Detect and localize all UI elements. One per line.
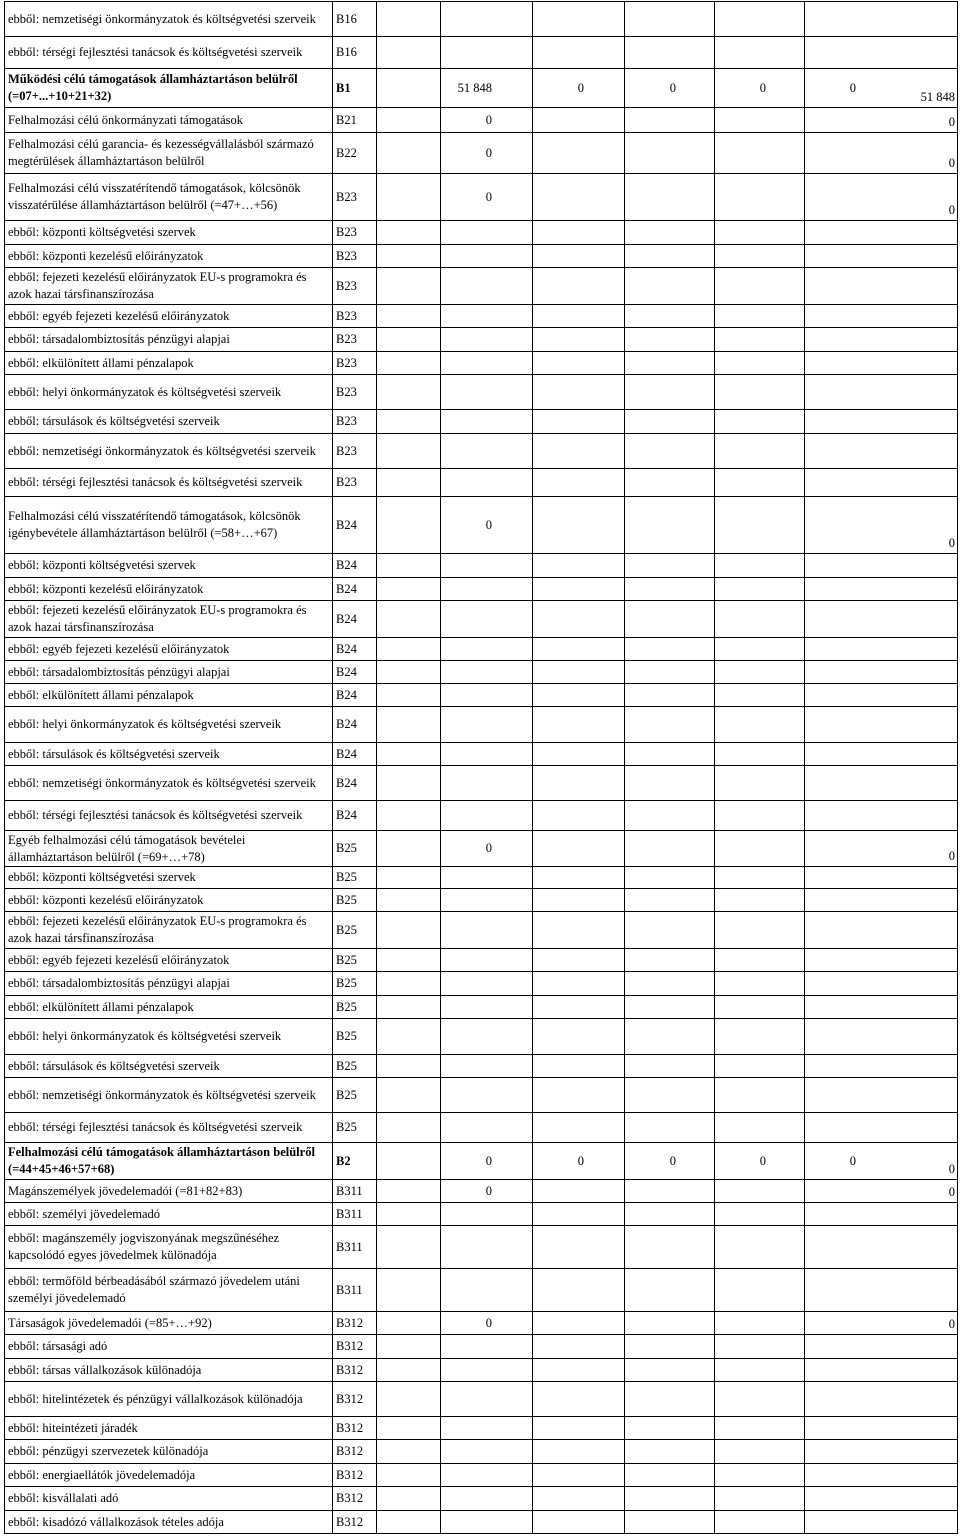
row-label: ebből: elkülönített állami pénzalapok <box>8 355 194 370</box>
table-row <box>4 1359 958 1382</box>
row-code: B25 <box>336 1120 357 1134</box>
table-row <box>4 831 958 867</box>
table-row <box>4 949 958 972</box>
table-row <box>4 375 958 410</box>
value-cell: 0 <box>759 1153 766 1168</box>
table-row <box>4 766 958 801</box>
row-label: Magánszemélyek jövedelemadói (=81+82+83) <box>8 1183 243 1198</box>
table-row <box>4 638 958 661</box>
table-row <box>4 174 958 221</box>
row-label: ebből: helyi önkormányzatok és költségvetési szerveik <box>8 1029 282 1043</box>
table-row <box>4 1464 958 1487</box>
row-code: B22 <box>336 145 357 160</box>
value-cell: 0 <box>485 1183 492 1198</box>
row-label: ebből: helyi önkormányzatok és költségvetési szerveik <box>8 717 282 731</box>
table-row <box>4 268 958 305</box>
row-label: Működési célú támogatások államháztartáson belülről (=07+...+10+21+32) <box>8 72 298 103</box>
table-row <box>4 410 958 434</box>
row-label: ebből: térségi fejlesztési tanácsok és költségvetési szerveik <box>8 1120 303 1134</box>
table-row <box>4 1417 958 1440</box>
table-row <box>4 1269 958 1312</box>
row-code: B23 <box>336 414 357 428</box>
value-cell: 0 <box>485 189 492 204</box>
total-cell: 0 <box>948 536 955 550</box>
table-row <box>4 305 958 328</box>
row-code: B25 <box>336 1087 357 1102</box>
row-label: ebből: személyi jövedelemadó <box>8 1206 161 1221</box>
table-row <box>4 469 958 497</box>
row-code: B25 <box>336 1029 357 1043</box>
table-row <box>4 69 958 108</box>
row-label: ebből: társadalombiztosítás pénzügyi alapjai <box>8 332 230 346</box>
row-label: ebből: központi költségvetési szervek <box>8 870 196 884</box>
row-label: ebből: nemzetiségi önkormányzatok és költségvetési szerveik <box>8 775 316 790</box>
row-label: ebből: társas vállalkozások különadója <box>8 1362 202 1377</box>
row-code: B16 <box>336 11 357 26</box>
table-row <box>4 1 958 37</box>
total-cell: 0 <box>948 115 955 129</box>
row-code: B23 <box>336 248 357 263</box>
row-label: Felhalmozási célú visszatérítendő támogatások, kölcsönök visszatérülése államháztartáson belülről (=47+…+56) <box>8 181 301 212</box>
row-code: B23 <box>336 384 357 399</box>
table-row <box>4 497 958 554</box>
total-cell: 0 <box>948 849 955 863</box>
row-code: B24 <box>336 717 357 731</box>
row-label: ebből: nemzetiségi önkormányzatok és költségvetési szerveik <box>8 443 316 458</box>
row-label: Egyéb felhalmozási célú támogatások bevételei államháztartáson belülről (=69+…+78) <box>8 832 246 864</box>
row-label: ebből: központi kezelésű előirányzatok <box>8 892 204 907</box>
row-label: ebből: társulások és költségvetési szerveik <box>8 746 220 761</box>
row-label: ebből: központi kezelésű előirányzatok <box>8 248 204 263</box>
table-row <box>4 684 958 707</box>
row-label: ebből: hitelintézetek és pénzügyi vállalkozások különadója <box>8 1391 303 1406</box>
row-label: ebből: elkülönített állami pénzalapok <box>8 687 194 702</box>
value-cell: 0 <box>759 80 766 95</box>
row-code: B312 <box>336 1514 364 1529</box>
row-code: B16 <box>336 45 357 59</box>
table-row <box>4 1055 958 1078</box>
row-label: ebből: társadalombiztosítás pénzügyi alapjai <box>8 976 230 990</box>
row-code: B23 <box>336 225 357 239</box>
table-row <box>4 996 958 1019</box>
table-row <box>4 867 958 889</box>
row-label: Társaságok jövedelemadói (=85+…+92) <box>8 1315 212 1330</box>
row-code: B311 <box>336 1239 363 1254</box>
total-cell: 0 <box>948 156 955 170</box>
row-code: B312 <box>336 1391 364 1406</box>
table-row <box>4 1511 958 1534</box>
table-row <box>4 912 958 949</box>
table-row <box>4 1180 958 1203</box>
value-cell: 0 <box>577 80 584 95</box>
row-code: B25 <box>336 922 357 937</box>
row-label: ebből: központi kezelésű előirányzatok <box>8 581 204 596</box>
row-code: B23 <box>336 355 357 370</box>
row-label: ebből: társadalombiztosítás pénzügyi alapjai <box>8 664 230 679</box>
table-row <box>4 108 958 133</box>
value-cell: 0 <box>669 80 676 95</box>
row-label: Felhalmozási célú önkormányzati támogatások <box>8 112 243 127</box>
row-code: B312 <box>336 1491 364 1505</box>
table-row <box>4 601 958 638</box>
table-row <box>4 1113 958 1143</box>
table-row <box>4 1203 958 1226</box>
table-row <box>4 1335 958 1359</box>
total-cell: 0 <box>948 1185 955 1199</box>
value-cell: 51 848 <box>457 80 492 95</box>
row-code: B25 <box>336 976 357 990</box>
row-label: ebből: fejezeti kezelésű előirányzatok EU-s programokra és azok hazai társfinanszírozása <box>8 914 307 945</box>
row-label: ebből: társulások és költségvetési szerveik <box>8 1058 220 1073</box>
table-row <box>4 221 958 245</box>
row-label: ebből: magánszemély jogviszonyának megszűnéséhez kapcsolódó egyes jövedelmek különadója <box>8 1231 280 1262</box>
row-label: ebből: kisadózó vállalkozások tételes adója <box>8 1514 224 1529</box>
row-code: B2 <box>336 1153 351 1168</box>
row-code: B312 <box>336 1467 364 1482</box>
row-label: ebből: pénzügyi szervezetek különadója <box>8 1444 209 1458</box>
row-code: B24 <box>336 808 357 822</box>
row-code: B24 <box>336 558 357 572</box>
table-row <box>4 434 958 469</box>
row-code: B312 <box>336 1444 364 1458</box>
row-code: B24 <box>336 581 357 596</box>
row-code: B24 <box>336 775 357 790</box>
table-row <box>4 707 958 743</box>
row-code: B312 <box>336 1362 364 1377</box>
total-cell: 0 <box>948 203 955 217</box>
row-label: ebből: hiteintézeti járadék <box>8 1420 138 1435</box>
row-code: B25 <box>336 841 357 855</box>
row-label: ebből: elkülönített állami pénzalapok <box>8 999 194 1014</box>
table-row <box>4 245 958 268</box>
value-cell: 0 <box>849 80 856 95</box>
row-label: Felhalmozási célú támogatások államháztartáson belülről (=44+45+46+57+68) <box>8 1145 315 1176</box>
table-row <box>4 578 958 601</box>
row-code: B25 <box>336 1058 357 1073</box>
row-code: B23 <box>336 332 357 346</box>
row-label: ebből: fejezeti kezelésű előirányzatok EU-s programokra és azok hazai társfinanszírozása <box>8 603 307 634</box>
row-code: B25 <box>336 952 357 967</box>
row-code: B311 <box>336 1282 363 1297</box>
row-code: B25 <box>336 892 357 907</box>
table-row <box>4 554 958 578</box>
row-code: B311 <box>336 1183 363 1198</box>
row-code: B24 <box>336 687 357 702</box>
row-label: ebből: térségi fejlesztési tanácsok és költségvetési szerveik <box>8 475 303 489</box>
row-label: ebből: egyéb fejezeti kezelésű előirányzatok <box>8 308 230 323</box>
row-code: B311 <box>336 1206 363 1221</box>
row-label: ebből: társasági adó <box>8 1339 108 1353</box>
value-cell: 0 <box>485 841 492 855</box>
total-cell: 51 848 <box>920 90 955 104</box>
row-code: B24 <box>336 611 357 626</box>
value-cell: 0 <box>485 1153 492 1168</box>
table-row <box>4 1078 958 1113</box>
table-row <box>4 972 958 996</box>
table-row <box>4 1382 958 1417</box>
row-code: B23 <box>336 475 357 489</box>
value-cell: 0 <box>577 1153 584 1168</box>
value-cell: 0 <box>485 112 492 127</box>
table-row <box>4 1487 958 1511</box>
value-cell: 0 <box>485 517 492 532</box>
row-label: ebből: helyi önkormányzatok és költségvetési szerveik <box>8 384 282 399</box>
row-code: B24 <box>336 517 357 532</box>
row-code: B312 <box>336 1420 364 1435</box>
row-code: B23 <box>336 308 357 323</box>
row-code: B21 <box>336 112 357 127</box>
value-cell: 0 <box>849 1153 856 1168</box>
table-row <box>4 37 958 69</box>
row-label: ebből: egyéb fejezeti kezelésű előirányzatok <box>8 952 230 967</box>
row-code: B25 <box>336 870 357 884</box>
row-code: B24 <box>336 664 357 679</box>
row-label: Felhalmozási célú visszatérítendő támogatások, kölcsönök igénybevétele államháztartáson belülről (=58+…+67) <box>8 509 301 540</box>
table-row <box>4 661 958 684</box>
table-row <box>4 1226 958 1269</box>
row-label: ebből: társulások és költségvetési szerveik <box>8 414 220 428</box>
value-cell: 0 <box>485 145 492 160</box>
row-label: ebből: termőföld bérbeadásából származó jövedelem utáni személyi jövedelemadó <box>8 1274 300 1305</box>
row-label: ebből: nemzetiségi önkormányzatok és költségvetési szerveik <box>8 11 316 26</box>
table-row <box>4 889 958 912</box>
row-code: B312 <box>336 1339 364 1353</box>
row-code: B24 <box>336 641 357 656</box>
row-code: B24 <box>336 746 357 761</box>
row-code: B23 <box>336 278 357 293</box>
row-code: B23 <box>336 443 357 458</box>
table-row <box>4 1019 958 1055</box>
table-row <box>4 352 958 375</box>
total-cell: 0 <box>948 1317 955 1331</box>
row-label: ebből: központi költségvetési szervek <box>8 225 196 239</box>
table-row <box>4 1312 958 1335</box>
table-row <box>4 133 958 174</box>
table-row <box>4 328 958 352</box>
row-code: B23 <box>336 189 357 204</box>
row-label: ebből: egyéb fejezeti kezelésű előirányzatok <box>8 641 230 656</box>
row-label: ebből: térségi fejlesztési tanácsok és költségvetési szerveik <box>8 808 303 822</box>
table-row <box>4 801 958 831</box>
total-cell: 0 <box>948 1162 955 1176</box>
row-label: ebből: központi költségvetési szervek <box>8 558 196 572</box>
table-row <box>4 1143 958 1180</box>
table-row <box>4 743 958 766</box>
value-cell: 0 <box>669 1153 676 1168</box>
table-row <box>4 1440 958 1464</box>
row-code: B312 <box>336 1315 364 1330</box>
row-code: B1 <box>336 80 351 95</box>
row-code: B25 <box>336 999 357 1014</box>
row-label: ebből: kisvállalati adó <box>8 1491 119 1505</box>
row-label: ebből: energiaellátók jövedelemadója <box>8 1467 196 1482</box>
row-label: ebből: térségi fejlesztési tanácsok és költségvetési szerveik <box>8 45 303 59</box>
row-label: Felhalmozási célú garancia- és kezességvállalásból származó megtérülések államháztartáson belülről <box>8 137 314 168</box>
row-label: ebből: nemzetiségi önkormányzatok és költségvetési szerveik <box>8 1087 316 1102</box>
row-label: ebből: fejezeti kezelésű előirányzatok EU-s programokra és azok hazai társfinanszírozása <box>8 270 307 301</box>
value-cell: 0 <box>485 1315 492 1330</box>
